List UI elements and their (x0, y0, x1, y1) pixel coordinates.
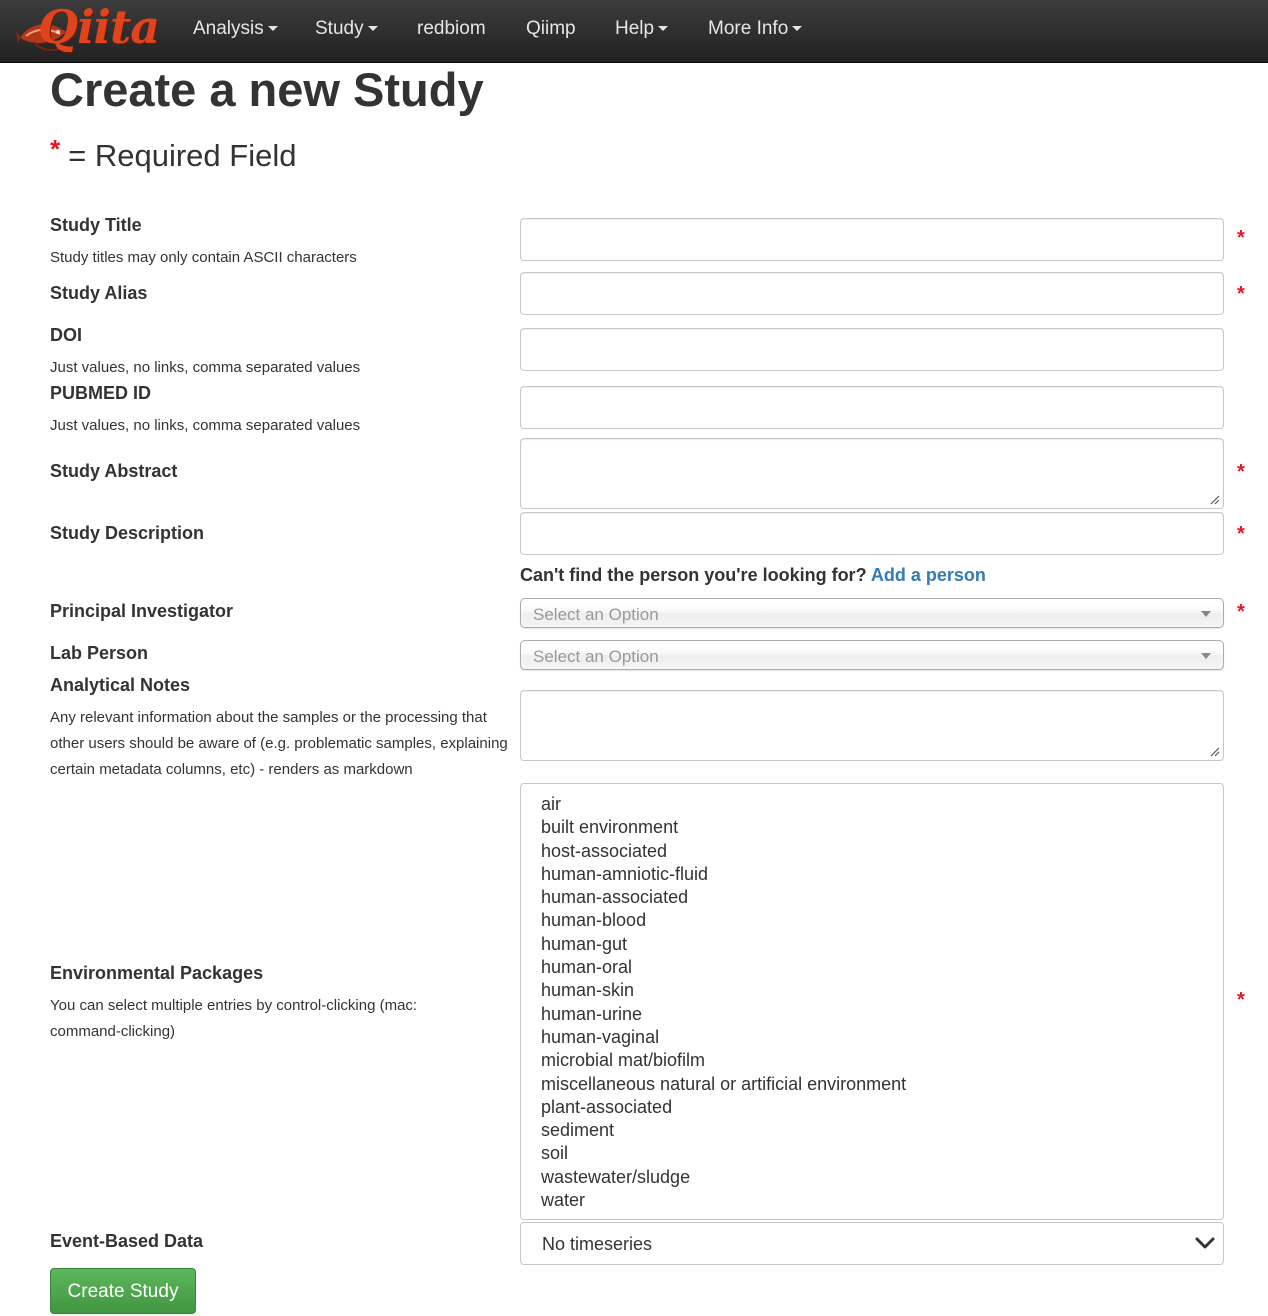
env-option-plant-associated[interactable]: plant-associated (541, 1096, 673, 1117)
required-star: * (1237, 601, 1245, 623)
required-legend-text: = Required Field (68, 138, 297, 173)
resize-grip-icon[interactable] (1208, 745, 1220, 757)
principal-investigator-select[interactable] (520, 598, 1224, 628)
pubmed-id-label: PUBMED ID (50, 383, 152, 403)
env-option-host-associated[interactable]: host-associated (541, 840, 668, 861)
resize-grip-icon[interactable] (1208, 493, 1220, 505)
study-title-field[interactable] (520, 218, 1224, 261)
nav-help[interactable]: Help (615, 18, 668, 40)
caret-down-icon (268, 26, 278, 31)
env-option-human-blood[interactable]: human-blood (541, 910, 647, 931)
pubmed-id-help: Just values, no links, comma separated values (50, 417, 361, 434)
nav-study[interactable]: Study (315, 18, 378, 40)
add-person-link[interactable]: Add a person (870, 565, 986, 585)
env-option-built-environment[interactable]: built environment (541, 817, 679, 838)
study-title-input[interactable] (521, 219, 1223, 260)
required-star: * (1237, 461, 1245, 483)
env-option-human-urine[interactable]: human-urine (541, 1003, 643, 1024)
caret-down-icon (1201, 653, 1211, 659)
env-option-miscellaneous[interactable]: miscellaneous natural or artificial environment (541, 1073, 907, 1094)
brand-logo[interactable] (16, 2, 162, 60)
required-star: * (1237, 283, 1245, 305)
person-prompt (520, 565, 986, 586)
study-alias-field[interactable] (520, 272, 1224, 315)
principal-investigator-placeholder: Select an Option (533, 605, 659, 624)
study-title-help: Study titles may only contain ASCII characters (50, 249, 357, 266)
caret-down-icon (658, 26, 668, 31)
env-option-human-skin[interactable]: human-skin (541, 980, 635, 1001)
required-star: * (50, 134, 61, 164)
analytical-notes-field[interactable] (520, 690, 1224, 761)
doi-help: Just values, no links, comma separated values (50, 359, 361, 376)
doi-field[interactable] (520, 328, 1224, 371)
page-title: Create a new Study (50, 63, 484, 116)
nav-analysis[interactable]: Analysis (193, 18, 278, 40)
required-star: * (1237, 227, 1245, 249)
study-description-field[interactable] (520, 512, 1224, 555)
env-option-water[interactable]: water (541, 1190, 586, 1211)
env-option-human-vaginal[interactable]: human-vaginal (541, 1026, 660, 1047)
nav-redbiom[interactable]: redbiom (417, 18, 486, 39)
doi-label: DOI (50, 325, 83, 345)
create-study-button[interactable]: Create Study (50, 1268, 196, 1314)
env-option-sediment[interactable]: sediment (541, 1120, 615, 1141)
env-option-soil[interactable]: soil (541, 1143, 569, 1164)
pubmed-id-input[interactable] (521, 387, 1223, 428)
brand-name: Qiita (38, 0, 160, 54)
caret-down-icon (792, 26, 802, 31)
study-description-input[interactable] (521, 513, 1223, 554)
event-based-data-select[interactable] (520, 1222, 1224, 1265)
env-option-human-oral[interactable]: human-oral (541, 957, 633, 978)
study-abstract-label: Study Abstract (50, 461, 178, 481)
required-star: * (1237, 523, 1245, 545)
env-option-human-gut[interactable]: human-gut (541, 933, 628, 954)
analytical-notes-label: Analytical Notes (50, 675, 191, 695)
study-abstract-textarea[interactable] (521, 439, 1223, 508)
event-based-data-label: Event-Based Data (50, 1231, 204, 1251)
caret-down-icon (368, 26, 378, 31)
pubmed-id-field[interactable] (520, 386, 1224, 429)
nav-more-info[interactable]: More Info (708, 18, 802, 40)
required-legend (50, 134, 297, 174)
caret-down-icon (1201, 611, 1211, 617)
analytical-notes-textarea[interactable] (521, 691, 1223, 760)
study-abstract-field[interactable] (520, 438, 1224, 509)
lab-person-placeholder: Select an Option (533, 647, 659, 666)
env-option-air[interactable]: air (541, 794, 562, 814)
env-option-microbial-mat-biofilm[interactable]: microbial mat/biofilm (541, 1050, 706, 1071)
chevron-down-icon (1195, 1235, 1215, 1251)
study-description-label: Study Description (50, 523, 205, 543)
study-alias-input[interactable] (521, 273, 1223, 314)
study-alias-label: Study Alias (50, 283, 148, 303)
environmental-packages-listbox[interactable] (520, 783, 1224, 1220)
required-star: * (1237, 989, 1245, 1011)
env-option-wastewater-sludge[interactable]: wastewater/sludge (541, 1166, 691, 1187)
environmental-packages-help: You can select multiple entries by control-clicking (mac: command-clicking) (50, 997, 418, 1040)
study-title-label: Study Title (50, 215, 142, 235)
lab-person-select[interactable] (520, 640, 1224, 670)
navbar (0, 0, 1268, 63)
principal-investigator-label: Principal Investigator (50, 601, 234, 621)
environmental-packages-label: Environmental Packages (50, 963, 264, 983)
env-option-human-associated[interactable]: human-associated (541, 887, 689, 908)
nav-qiimp[interactable]: Qiimp (526, 18, 576, 39)
analytical-notes-help: Any relevant information about the samples or the processing that other users should be aware of (e.g. problematic samples, explaining certain metadata columns, etc) - renders as markdown (50, 709, 508, 778)
doi-input[interactable] (521, 329, 1223, 370)
person-prompt-text: Can't find the person you're looking for? (520, 565, 867, 585)
lab-person-label: Lab Person (50, 643, 149, 663)
env-option-human-amniotic-fluid[interactable]: human-amniotic-fluid (541, 863, 709, 884)
event-based-data-value: No timeseries (542, 1234, 653, 1254)
